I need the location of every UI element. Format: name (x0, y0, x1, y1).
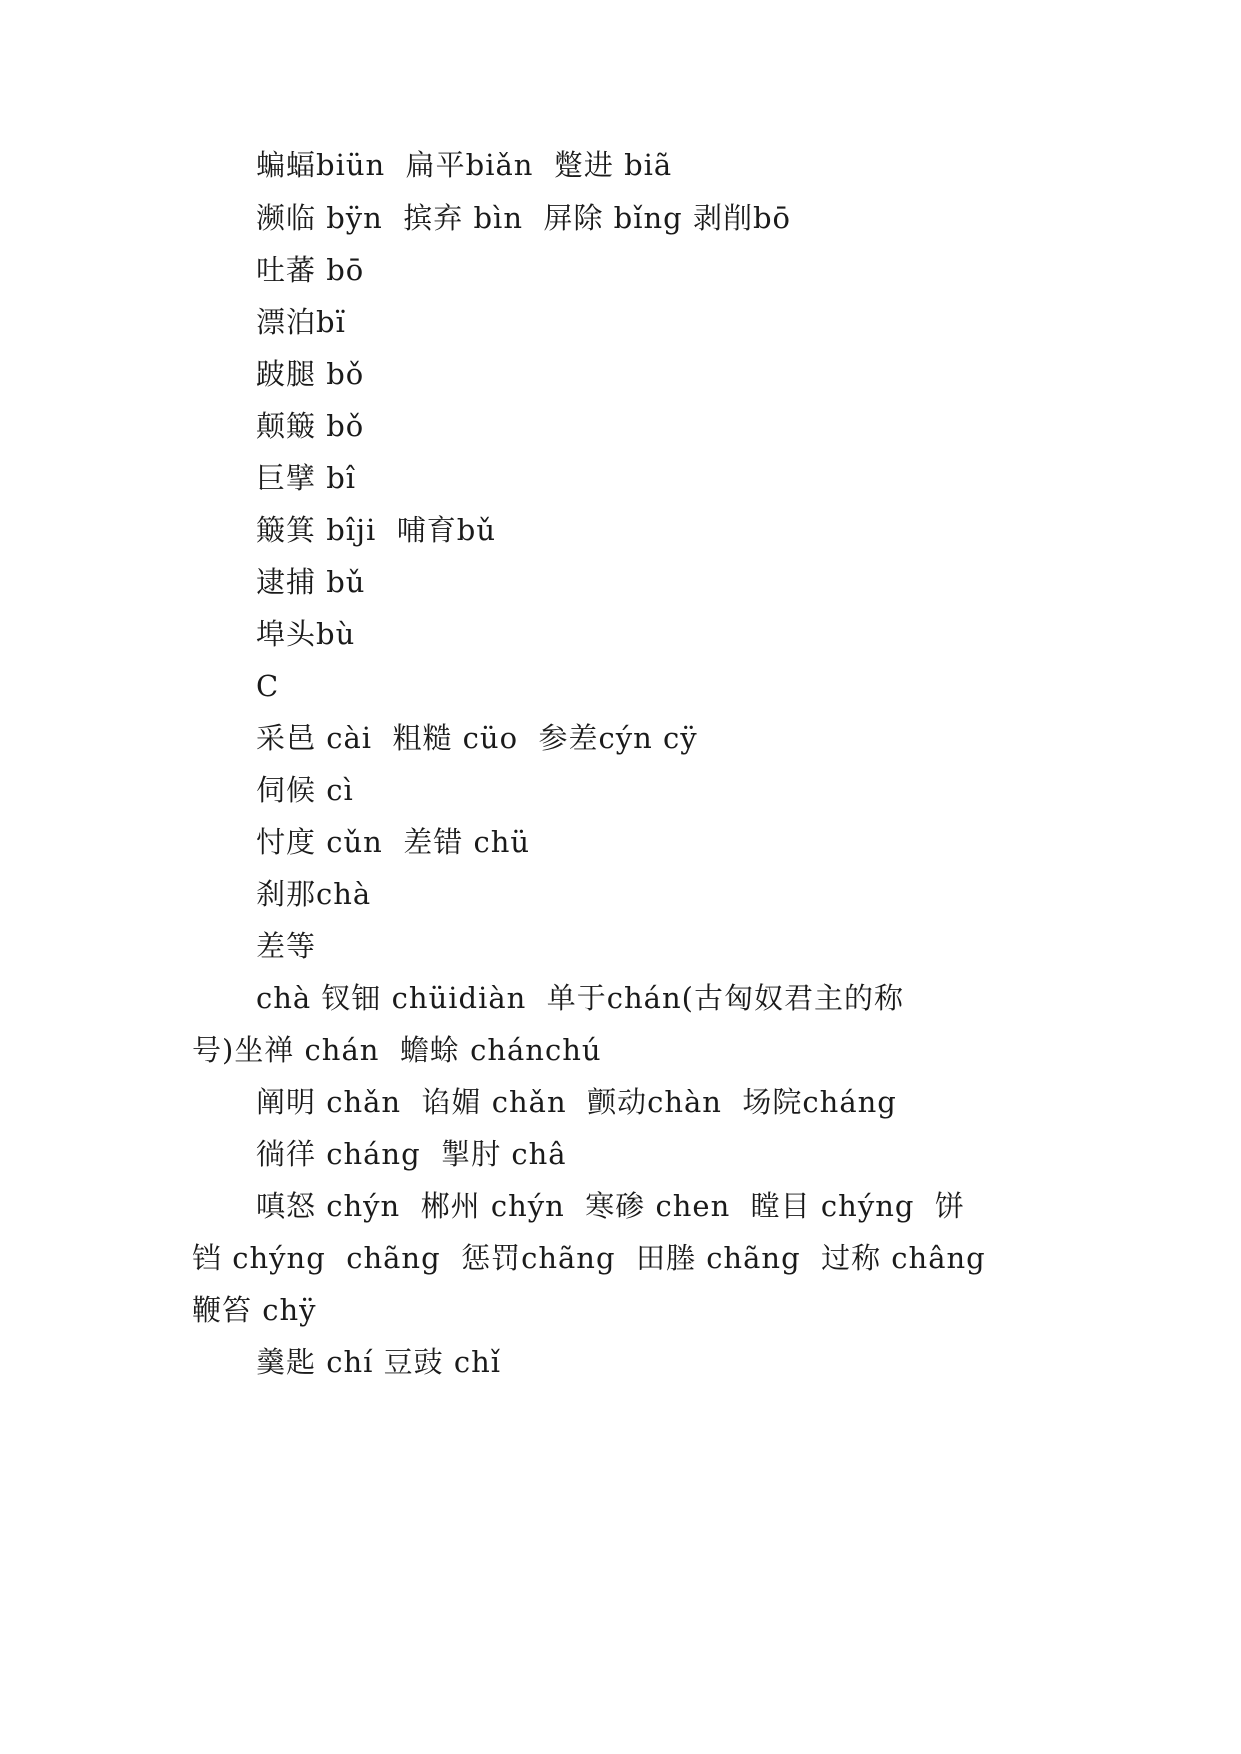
text-line: 号)坐禅 chán 蟾蜍 chánchú (192, 1033, 602, 1067)
text-line: 吐蕃 bō (256, 253, 365, 287)
section-letter: C (256, 669, 280, 703)
text-line: 簸箕 bîji 哺育bǔ (256, 513, 497, 547)
text-line: 颠簸 bǒ (256, 409, 365, 443)
text-line: 刹那chà (256, 877, 372, 911)
text-line: chà 钗钿 chüidiàn 单于chán(古匈奴君主的称 (256, 981, 904, 1015)
text-line: 阐明 chǎn 谄媚 chǎn 颤动chàn 场院cháng (256, 1085, 897, 1119)
text-line: 伺候 cì (256, 773, 354, 807)
text-line: 巨擘 bî (256, 461, 357, 495)
text-line: 采邑 cài 粗糙 cüo 参差cýn cÿ (256, 721, 698, 755)
text-line: 差等 (256, 929, 317, 963)
text-line: 漂泊bï (256, 305, 346, 339)
text-line: 铛 chýng chãng 惩罚chãng 田塍 chãng 过称 châng (192, 1241, 986, 1275)
text-line: 濒临 bÿn 摈弃 bìn 屏除 bǐng 剥削bō (256, 201, 791, 235)
text-line: 蝙蝠biün 扁平biǎn 蹩进 biã (256, 148, 673, 182)
text-line: 忖度 cǔn 差错 chü (256, 825, 531, 859)
text-line: 埠头bù (256, 617, 356, 651)
text-line: 鞭笞 chÿ (192, 1293, 317, 1327)
text-line: 羹匙 chí 豆豉 chǐ (256, 1345, 502, 1379)
text-line: 徜徉 cháng 掣肘 châ (256, 1137, 567, 1171)
text-line: 嗔怒 chýn 郴州 chýn 寒碜 chen 瞠目 chýng 饼 (256, 1189, 965, 1223)
text-line: 跛腿 bǒ (256, 357, 365, 391)
text-line: 逮捕 bǔ (256, 565, 366, 599)
